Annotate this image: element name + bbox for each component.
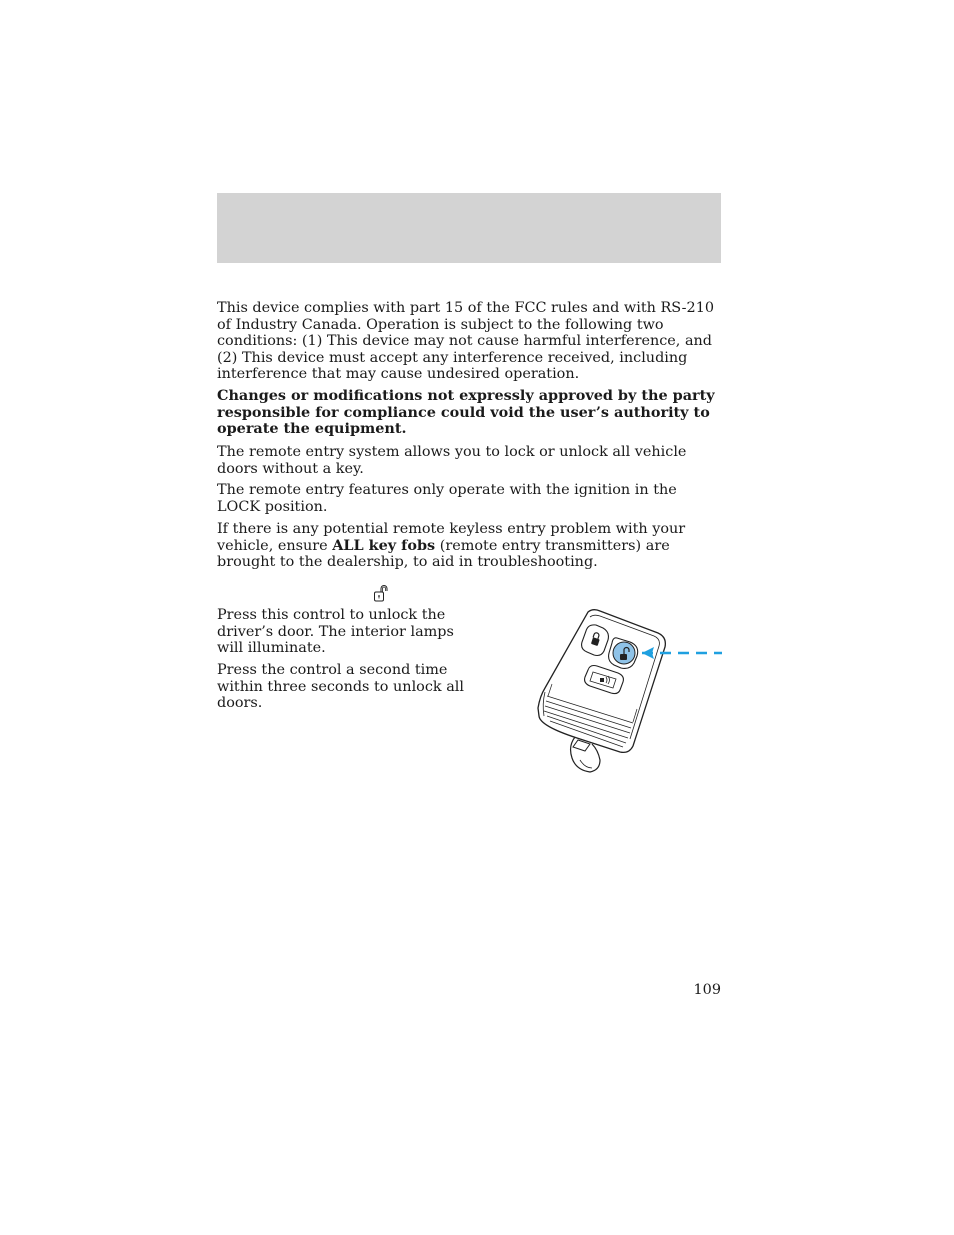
warning-paragraph [217, 388, 721, 438]
troubleshooting-text [217, 521, 721, 571]
troubleshooting-paragraph [217, 521, 721, 571]
ignition-paragraph [217, 482, 721, 515]
remote-entry-paragraph [217, 444, 721, 477]
ignition-text: The remote entry features only operate with the ignition in the LOCK position. [217, 482, 677, 515]
header-band [217, 193, 721, 263]
fcc-text: This device complies with part 15 of the FCC rules and with RS-210 of Industry Canada. Operation is subject to the following two conditions: (1) This device may not cause harmful interference, and (2) This device must accept any interference received, including interference that may cause undesired operation. [217, 300, 715, 382]
keyfob-illustration [530, 600, 725, 780]
unlock-press-paragraph [217, 607, 477, 657]
unlock-second-paragraph [217, 662, 477, 712]
fcc-paragraph [217, 300, 721, 383]
troubleshooting-prefix: If there is any potential remote keyless entry problem with your vehicle, ensure [217, 521, 686, 554]
unlock-press-text: Press this control to unlock the driver’s door. The interior lamps will illuminate. [217, 607, 454, 656]
key-fobs-emphasis: ALL key fobs [332, 536, 436, 554]
unlock-icon [372, 583, 390, 603]
warning-text: Changes or modifications not expressly approved by the party responsible for compliance could void the user’s authority to operate the equipment. [217, 387, 715, 437]
remote-entry-text: The remote entry system allows you to lock or unlock all vehicle doors without a key. [217, 444, 687, 477]
troubleshooting-suffix: (remote entry transmitters) are brought to the dealership, to aid in troubleshooting. [217, 537, 670, 570]
unlock-second-text: Press the control a second time within three seconds to unlock all doors. [217, 662, 464, 711]
page-number: 109 [693, 982, 721, 998]
